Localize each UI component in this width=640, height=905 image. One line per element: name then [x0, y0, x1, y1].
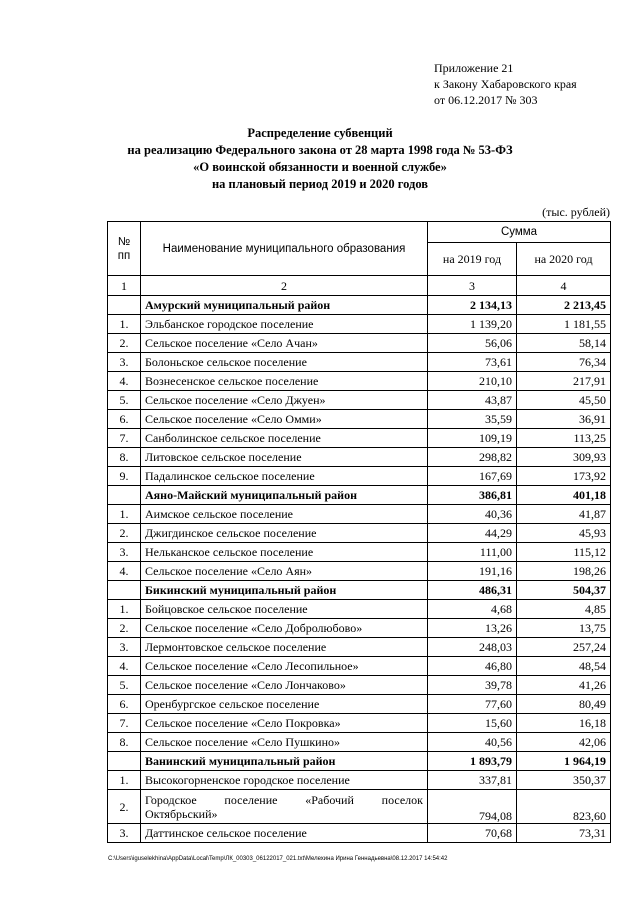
row-name: Падалинское сельское поселение — [141, 467, 428, 486]
title-line-3: «О воинской обязанности и военной службе» — [193, 160, 447, 174]
row-value-2020: 45,50 — [517, 391, 611, 410]
row-number: 1. — [108, 600, 141, 619]
row-name: Бикинский муниципальный район — [141, 581, 428, 600]
row-value-2020: 1 964,19 — [517, 752, 611, 771]
row-value-2019: 794,08 — [428, 790, 517, 824]
header-number: № пп — [108, 222, 141, 276]
row-number: 7. — [108, 429, 141, 448]
row-number: 3. — [108, 824, 141, 843]
row-name: Нельканское сельское поселение — [141, 543, 428, 562]
row-number: 5. — [108, 676, 141, 695]
table-row — [108, 334, 611, 353]
district-row — [108, 486, 611, 505]
row-name: Литовское сельское поселение — [141, 448, 428, 467]
index-col-3: 3 — [428, 276, 517, 296]
row-name: Бойцовское сельское поселение — [141, 600, 428, 619]
row-name: Сельское поселение «Село Ачан» — [141, 334, 428, 353]
row-number: 2. — [108, 790, 141, 824]
row-value-2019: 2 134,13 — [428, 296, 517, 315]
row-value-2020: 41,26 — [517, 676, 611, 695]
row-value-2019: 486,31 — [428, 581, 517, 600]
row-value-2020: 2 213,45 — [517, 296, 611, 315]
row-number: 8. — [108, 733, 141, 752]
table-row — [108, 695, 611, 714]
row-value-2020: 41,87 — [517, 505, 611, 524]
row-value-2019: 4,68 — [428, 600, 517, 619]
row-value-2020: 76,34 — [517, 353, 611, 372]
row-value-2019: 191,16 — [428, 562, 517, 581]
row-value-2020: 45,93 — [517, 524, 611, 543]
row-value-2019: 46,80 — [428, 657, 517, 676]
row-name: Сельское поселение «Село Аян» — [141, 562, 428, 581]
header-2020: на 2020 год — [517, 243, 611, 276]
index-col-4: 4 — [517, 276, 611, 296]
row-value-2020: 16,18 — [517, 714, 611, 733]
header-name: Наименование муниципального образования — [141, 222, 428, 276]
row-value-2019: 298,82 — [428, 448, 517, 467]
row-name: Амурский муниципальный район — [141, 296, 428, 315]
row-value-2019: 111,00 — [428, 543, 517, 562]
row-number: 4. — [108, 562, 141, 581]
row-value-2020: 4,85 — [517, 600, 611, 619]
row-value-2019: 39,78 — [428, 676, 517, 695]
row-name: Высокогорненское городское поселение — [141, 771, 428, 790]
table-body — [108, 296, 611, 843]
row-name: Оренбургское сельское поселение — [141, 695, 428, 714]
row-name: Городское поселение «Рабочий поселок Октябрьский» — [141, 790, 428, 824]
row-value-2019: 73,61 — [428, 353, 517, 372]
row-name: Аимское сельское поселение — [141, 505, 428, 524]
row-value-2020: 823,60 — [517, 790, 611, 824]
row-value-2020: 58,14 — [517, 334, 611, 353]
title-line-2: на реализацию Федерального закона от 28 марта 1998 года № 53-ФЗ — [127, 143, 513, 157]
title-line-4: на плановый период 2019 и 2020 годов — [211, 177, 429, 191]
row-name: Сельское поселение «Село Джуен» — [141, 391, 428, 410]
row-number: 9. — [108, 467, 141, 486]
index-col-1: 1 — [108, 276, 141, 296]
row-value-2020: 309,93 — [517, 448, 611, 467]
row-number: 1. — [108, 315, 141, 334]
row-value-2019: 109,19 — [428, 429, 517, 448]
row-name: Сельское поселение «Село Покровка» — [141, 714, 428, 733]
row-value-2020: 257,24 — [517, 638, 611, 657]
row-value-2019: 40,56 — [428, 733, 517, 752]
row-name: Сельское поселение «Село Пушкино» — [141, 733, 428, 752]
row-value-2020: 80,49 — [517, 695, 611, 714]
table-row — [108, 372, 611, 391]
row-value-2020: 115,12 — [517, 543, 611, 562]
row-name: Санболинское сельское поселение — [141, 429, 428, 448]
document-title — [0, 125, 640, 193]
row-number: 1. — [108, 771, 141, 790]
table-row — [108, 824, 611, 843]
row-value-2020: 113,25 — [517, 429, 611, 448]
row-number: 2. — [108, 524, 141, 543]
table-row — [108, 353, 611, 372]
row-number — [108, 752, 141, 771]
appendix-note — [434, 60, 577, 108]
row-number — [108, 581, 141, 600]
table-row — [108, 467, 611, 486]
row-value-2019: 56,06 — [428, 334, 517, 353]
table-row — [108, 505, 611, 524]
row-value-2019: 337,81 — [428, 771, 517, 790]
row-value-2020: 42,06 — [517, 733, 611, 752]
table-row — [108, 619, 611, 638]
row-name: Лермонтовское сельское поселение — [141, 638, 428, 657]
row-number — [108, 296, 141, 315]
row-number: 2. — [108, 619, 141, 638]
row-value-2020: 350,37 — [517, 771, 611, 790]
row-number: 3. — [108, 543, 141, 562]
row-number — [108, 486, 141, 505]
file-path-footer: C:\Users\iguselekhina\AppData\Local\Temp\ЛК_00303_06122017_021.txt\Мелехина Ирина Геннадьевна\08.12.2017 14:54:42 — [108, 856, 448, 862]
table-row — [108, 790, 611, 824]
row-value-2019: 15,60 — [428, 714, 517, 733]
header-sum: Сумма — [428, 222, 611, 243]
appendix-line-2: к Закону Хабаровского края — [434, 77, 577, 91]
district-row — [108, 581, 611, 600]
row-value-2020: 504,37 — [517, 581, 611, 600]
row-number: 5. — [108, 391, 141, 410]
row-number: 6. — [108, 410, 141, 429]
table-row — [108, 657, 611, 676]
table-row — [108, 410, 611, 429]
table-row — [108, 714, 611, 733]
row-value-2019: 43,87 — [428, 391, 517, 410]
row-number: 3. — [108, 353, 141, 372]
table-row — [108, 315, 611, 334]
district-row — [108, 752, 611, 771]
row-number: 4. — [108, 372, 141, 391]
header-2019: на 2019 год — [428, 243, 517, 276]
table-row — [108, 524, 611, 543]
table-row — [108, 391, 611, 410]
row-value-2019: 13,26 — [428, 619, 517, 638]
table-row — [108, 429, 611, 448]
row-name: Ванинский муниципальный район — [141, 752, 428, 771]
row-value-2019: 70,68 — [428, 824, 517, 843]
row-name: Даттинское сельское поселение — [141, 824, 428, 843]
row-number: 2. — [108, 334, 141, 353]
row-value-2019: 40,36 — [428, 505, 517, 524]
index-col-2: 2 — [141, 276, 428, 296]
row-value-2019: 44,29 — [428, 524, 517, 543]
row-name: Сельское поселение «Село Лесопильное» — [141, 657, 428, 676]
row-value-2019: 386,81 — [428, 486, 517, 505]
row-name: Аяно-Майский муниципальный район — [141, 486, 428, 505]
table-row — [108, 600, 611, 619]
row-value-2020: 48,54 — [517, 657, 611, 676]
table-row — [108, 638, 611, 657]
appendix-line-1: Приложение 21 — [434, 61, 514, 75]
row-value-2020: 1 181,55 — [517, 315, 611, 334]
row-number: 4. — [108, 657, 141, 676]
row-value-2020: 217,91 — [517, 372, 611, 391]
row-value-2019: 248,03 — [428, 638, 517, 657]
row-value-2019: 77,60 — [428, 695, 517, 714]
row-name: Болоньское сельское поселение — [141, 353, 428, 372]
unit-label: (тыс. рублей) — [542, 205, 610, 219]
row-value-2019: 1 139,20 — [428, 315, 517, 334]
row-number: 7. — [108, 714, 141, 733]
row-name: Сельское поселение «Село Омми» — [141, 410, 428, 429]
table-row — [108, 543, 611, 562]
row-value-2020: 401,18 — [517, 486, 611, 505]
row-value-2020: 73,31 — [517, 824, 611, 843]
row-value-2019: 35,59 — [428, 410, 517, 429]
row-number: 3. — [108, 638, 141, 657]
district-row — [108, 296, 611, 315]
table-row — [108, 771, 611, 790]
table-row — [108, 448, 611, 467]
table-row — [108, 676, 611, 695]
table-row — [108, 562, 611, 581]
row-value-2020: 36,91 — [517, 410, 611, 429]
row-value-2020: 198,26 — [517, 562, 611, 581]
row-number: 1. — [108, 505, 141, 524]
title-line-1: Распределение субвенций — [247, 126, 393, 140]
row-name: Вознесенское сельское поселение — [141, 372, 428, 391]
row-value-2020: 13,75 — [517, 619, 611, 638]
row-number: 6. — [108, 695, 141, 714]
row-number: 8. — [108, 448, 141, 467]
row-name: Сельское поселение «Село Лончаково» — [141, 676, 428, 695]
row-value-2019: 1 893,79 — [428, 752, 517, 771]
appendix-line-3: от 06.12.2017 № 303 — [434, 93, 538, 107]
table-row — [108, 733, 611, 752]
row-name: Эльбанское городское поселение — [141, 315, 428, 334]
row-name: Сельское поселение «Село Добролюбово» — [141, 619, 428, 638]
row-value-2019: 167,69 — [428, 467, 517, 486]
row-value-2020: 173,92 — [517, 467, 611, 486]
row-name: Джигдинское сельское поселение — [141, 524, 428, 543]
subvention-table — [107, 221, 611, 843]
row-value-2019: 210,10 — [428, 372, 517, 391]
